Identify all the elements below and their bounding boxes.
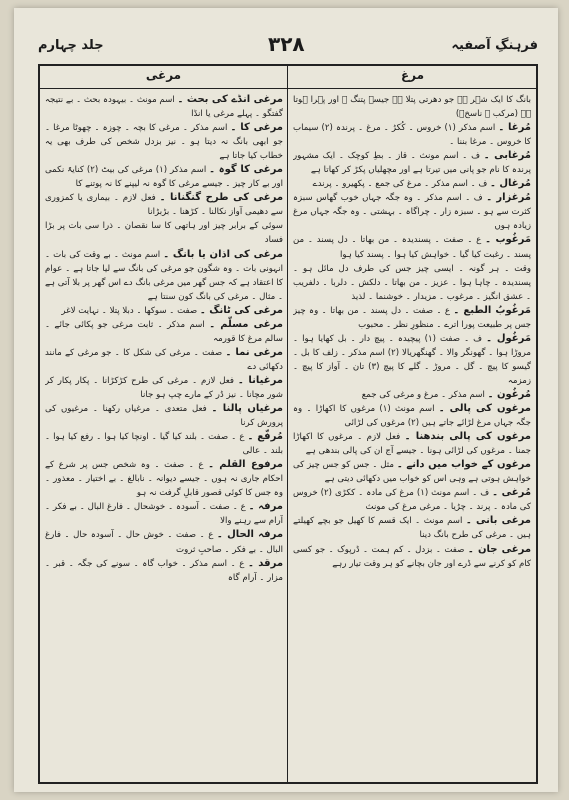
entry-headword: مرغی انڈے کی بحث ۔ bbox=[177, 94, 283, 105]
entry-definition: اسم مونث (۱) مرغوں کا اکھاڑا ۔ وہ جگہ جہاں مرغ لڑائے جاتے ہیں (۲) مرغوں کی لڑائی bbox=[293, 404, 531, 429]
entry-definition: ع ۔ اسم مذکر ۔ خواب گاہ ۔ سونے کی جگہ ۔ قبر ۔ مزار ۔ آرام گاہ bbox=[45, 558, 283, 583]
entry-definition: فعل لازم ۔ بیماری یا کمزوری سے دھیمی آواز نکالنا ۔ کڑھنا ۔ بڑبڑانا bbox=[45, 193, 283, 218]
entry-definition: ع ۔ صفت ۔ پسندیدہ ۔ من بھاتا ۔ دل پسند ۔ من پسند ۔ رغبت کیا گیا ۔ خواہش کیا ہوا ۔ پسند کیا ہوا bbox=[293, 235, 531, 260]
entry-headword: مُرغی ۔ bbox=[492, 487, 531, 499]
dictionary-entry bbox=[45, 304, 283, 318]
entry-definition: ع ۔ صفت ۔ دل پسند ۔ من بھاتا ۔ وہ چیز جس پر طبیعت پورا اترے ۔ منظورِ نظر ۔ محبوب bbox=[293, 305, 531, 330]
entry-definition: وقت ۔ ہر گونہ ۔ ایسی چیز جس کی طرف دل مائل ہو ۔ پسندیدہ ۔ چاہا ہوا ۔ عزیز ۔ من بھاتا ۔ دلکش ۔ دلربا ۔ دلفریب ۔ عشق انگیز ۔ مرغوب ۔ مزیدار ۔ خوشنما ۔ لذیذ bbox=[293, 263, 531, 302]
dictionary-entry bbox=[45, 528, 283, 556]
entry-headword: مرغیانا ۔ bbox=[237, 374, 283, 386]
entry-headword: مَرغُوب ۔ bbox=[485, 234, 531, 246]
dictionary-entry bbox=[293, 177, 531, 191]
entry-definition: صفت ۔ مرغی کی شکل کا ۔ جو مرغی کے مانند دکھائی دے bbox=[45, 347, 283, 372]
entry-headword: مرغی کا گوہ ۔ bbox=[209, 164, 283, 176]
entry-definition: ع ۔ صفت ۔ خوش حال ۔ آسودہ حال ۔ فارغ البال ۔ بے فکر ۔ صاحبِ ثروت bbox=[45, 530, 283, 555]
entry-definition: ف ۔ صفت (۱) پیچیدہ ۔ پیچ دار ۔ بل کھایا ہوا ۔ مروڑا ہوا ۔ گھونگر والا ۔ گھنگھریالا (۲) اسم مذکر ۔ زلف کا بل ۔ گیسو کا پیچ ۔ گل ۔ مروڑ ۔ گلے کا پیچ (۳) تان ۔ آواز کا پیچ ۔ زمزمہ bbox=[293, 333, 531, 386]
entry-headword: مُرغُون ۔ bbox=[487, 388, 531, 400]
dictionary-entry bbox=[45, 402, 283, 430]
entry-headword: مرفہ ۔ bbox=[248, 501, 283, 513]
entry-headword: مرفہ الحال ۔ bbox=[216, 529, 283, 541]
entry-definition: ع ۔ صفت ۔ بلند کیا گیا ۔ اونچا کیا ہوا ۔ رفع کیا ہوا ۔ بلند ۔ عالی bbox=[45, 432, 283, 457]
entry-definition: ف ۔ اسم مذکر ۔ مرغ کی جمع ۔ پکھیرو ۔ پرندے bbox=[312, 179, 488, 190]
entry-headword: مرغوں کے خواب میں دانے ۔ bbox=[396, 459, 531, 471]
dictionary-entry bbox=[293, 430, 531, 458]
entry-headword: مُرغابی ۔ bbox=[483, 150, 531, 162]
entry-headword: مَرغُول ۔ bbox=[486, 332, 531, 344]
dictionary-entry bbox=[293, 486, 531, 514]
entry-definition: اسم مذکر (۱) خروس ۔ کُکڑ ۔ مرغ ۔ پرندہ (۲) سیماب کا خروس ۔ مرغا بننا ۔ bbox=[293, 123, 531, 148]
dictionary-entry bbox=[293, 514, 531, 542]
entry-headword: مُرغا ۔ bbox=[498, 122, 531, 134]
dictionary-entry bbox=[45, 458, 283, 500]
entry-headword: مرغی جان ۔ bbox=[467, 543, 531, 555]
dictionary-entry bbox=[293, 388, 531, 402]
entry-headword: مرقد ۔ bbox=[248, 557, 283, 569]
right-column-heading: مرغ bbox=[400, 68, 425, 82]
dictionary-entry bbox=[293, 304, 531, 332]
book-title: فرہنگِ آصفیہ bbox=[451, 38, 538, 53]
entry-definition: اسم مذکر ۔ مرغ و مرغی کی جمع bbox=[361, 389, 485, 400]
entry-definition: فعل لازم ۔ مرغوں کا اکھاڑا جمنا ۔ مرغوں کی لڑائی ہونا ۔ جیسے آج ان کی پالی بندھی ہے bbox=[293, 432, 531, 457]
dictionary-entry bbox=[293, 543, 531, 571]
entry-headword: مرغی کی طرح گنگنانا ۔ bbox=[159, 192, 283, 204]
entry-definition: ف ۔ اسم مونث ۔ قاز ۔ بطِ کوچک ۔ ایک مشہور پرندہ کا نام جو پانی میں تیرتا ہے اور مچھلیاں پکڑ کر کھاتا ہے bbox=[293, 151, 531, 176]
entry-definition: ف ۔ اسم مونث (۱) مرغ کی مادہ ۔ ککڑی (۲) خروس کی مادہ ۔ پرند ۔ چڑیا ۔ مرغی مرغ کی مونث bbox=[293, 488, 531, 513]
dictionary-entry bbox=[45, 248, 283, 304]
dictionary-entry bbox=[45, 191, 283, 219]
entry-definition: بانگ کا ایک شہر ہے جو دھرتی پتلا ہے جیسے پتنگ ۔ اور پہرا ہوتا ہے (مرکب ۔ ناسخؔ) bbox=[293, 95, 531, 120]
dictionary-entry bbox=[293, 121, 531, 149]
dictionary-entry bbox=[45, 346, 283, 374]
dictionary-entry bbox=[45, 163, 283, 191]
entry-definition: صفت ۔ بزدل ۔ کم ہمت ۔ ڈرپوک ۔ جو کسی کام کو کرنے سے ڈرے اور جان بچانے کو ہر وقت تیار رہے bbox=[293, 544, 531, 569]
dictionary-entry bbox=[293, 458, 531, 486]
page-number: ۳۲۸ bbox=[268, 32, 305, 56]
entry-definition: اسم مذکر ۔ مرغی کا بچہ ۔ چوزہ ۔ چھوٹا مرغا ۔ جو ابھی بانگ نہ دیتا ہو ۔ نیز بزدل شخص کی طرف بھی یہ خطاب کیا جاتا ہے bbox=[45, 123, 283, 162]
entry-headword: مرغوں کی پالی بندھنا ۔ bbox=[404, 431, 531, 443]
dictionary-entry bbox=[293, 233, 531, 261]
entry-definition: سوئی کے برابر چیز اور ہاتھی کا سا نقصان ۔ ذرا سی بات پر بڑا فساد bbox=[45, 221, 283, 246]
entry-headword: مرغی کی ٹانگ ۔ bbox=[199, 304, 283, 316]
entry-headword: مرغوں کی پالی ۔ bbox=[438, 403, 531, 415]
dictionary-page bbox=[14, 8, 558, 792]
entry-definition: فعل متعدی ۔ مرغیاں رکھنا ۔ مرغیوں کی پرورش کرنا bbox=[45, 404, 283, 429]
entry-headword: مرغی کی اذان یا بانگ ۔ bbox=[163, 248, 283, 260]
entry-definition: اسم مونث ۔ ایک قسم کا کھیل جو بچے کھیلتے ہیں ۔ مرغی کی طرح بانگ دینا bbox=[293, 516, 531, 541]
entry-definition: اسم مونث ۔ بیہودہ بحث ۔ بے نتیجہ گفتگو ۔ پہلے مرغی یا انڈا bbox=[45, 95, 283, 120]
entry-headword: مَرغُوبُ الطبع ۔ bbox=[453, 304, 531, 316]
entry-definition: ف ۔ اسم مذکر ۔ وہ جگہ جہاں خوب گھاس سبزہ کثرت سے ہو ۔ سبزہ زار ۔ چراگاہ ۔ بہشتی ۔ وہ جگہ جہاں مرغ زیادہ ہوں bbox=[293, 193, 531, 232]
entry-headword: مرغی کا ۔ bbox=[230, 122, 283, 134]
dictionary-entry bbox=[45, 93, 283, 121]
entry-definition: ع ۔ صفت ۔ آسودہ ۔ خوشحال ۔ فارغ البال ۔ بے فکر ۔ آرام سے رہنے والا bbox=[45, 502, 283, 527]
page-header bbox=[38, 32, 538, 62]
dictionary-entry bbox=[293, 191, 531, 233]
dictionary-entry bbox=[45, 374, 283, 402]
entry-definition: اسم مذکر ۔ ثابت مرغی جو پکائی جائے ۔ سالم مرغ کا قورمہ bbox=[45, 319, 283, 344]
dictionary-entry bbox=[293, 93, 531, 121]
entry-definition: فعل لازم ۔ مرغی کی طرح کڑکڑانا ۔ پکار پکار کر شور مچانا ۔ نیز ڈر کے مارے چپ ہو جانا bbox=[45, 375, 283, 400]
dictionary-entry bbox=[45, 318, 283, 346]
entry-headword: مُرغزار ۔ bbox=[486, 192, 531, 204]
entry-definition: ع ۔ صفت ۔ وہ شخص جس پر شرع کے احکام جاری نہ ہوں ۔ جیسے دیوانہ ۔ نابالغ ۔ بے اختیار ۔ معذور ۔ وہ جس کا کوئی قصور قابلِ گرفت نہ ہو bbox=[45, 460, 283, 499]
left-column bbox=[45, 93, 283, 778]
dictionary-entry bbox=[293, 332, 531, 388]
dictionary-entry bbox=[293, 402, 531, 430]
entry-definition: صفت ۔ سوکھا ۔ دبلا پتلا ۔ نہایت لاغر bbox=[61, 305, 198, 316]
entry-headword: مرغی مسلّم ۔ bbox=[209, 318, 283, 330]
heading-divider bbox=[40, 88, 536, 89]
entry-definition: اسم مونث ۔ بے وقت کی بات ۔ انہونی بات ۔ وہ شگون جو مرغی کی بانگ سے لیا جاتا ہے ۔ عوام کا اعتقاد ہے کہ جس گھر میں مرغی بانگ دے اس گھر پر بلا آتی ہے ۔ مثال ۔ مرغی کی بانگ کون سنتا ہے bbox=[45, 249, 283, 302]
entry-headword: مُرفّع ۔ bbox=[247, 431, 283, 443]
dictionary-entry bbox=[45, 219, 283, 247]
entry-definition: مثل ۔ جس کو جس چیز کی خواہش ہوتی ہے وہی اس کو خواب میں دکھائی دیتی ہے bbox=[293, 460, 531, 485]
right-column bbox=[293, 93, 531, 778]
dictionary-entry bbox=[45, 500, 283, 528]
entry-headword: مُرغال ۔ bbox=[489, 178, 531, 190]
entry-definition: اسم مذکر (۱) مرغی کی بیٹ (۲) کنایۃً نکمی اور بے کار چیز ۔ جیسے مرغی کا گوہ نہ لیپنے کا نہ پوتنے کا bbox=[45, 165, 283, 190]
entry-headword: مرفوع القلم ۔ bbox=[208, 459, 283, 471]
dictionary-entry bbox=[45, 121, 283, 163]
dictionary-entry bbox=[293, 262, 531, 304]
column-divider bbox=[287, 66, 288, 782]
dictionary-entry bbox=[45, 557, 283, 585]
entry-headword: مرغی بانی ۔ bbox=[465, 515, 531, 527]
entry-headword: مرغیاں پالنا ۔ bbox=[211, 403, 283, 415]
text-frame bbox=[38, 64, 538, 784]
dictionary-entry bbox=[45, 430, 283, 458]
volume-label: جلد چہارم bbox=[38, 38, 104, 53]
entry-headword: مرغی نما ۔ bbox=[225, 346, 283, 358]
left-column-heading: مرغی bbox=[145, 68, 182, 82]
dictionary-entry bbox=[293, 149, 531, 177]
